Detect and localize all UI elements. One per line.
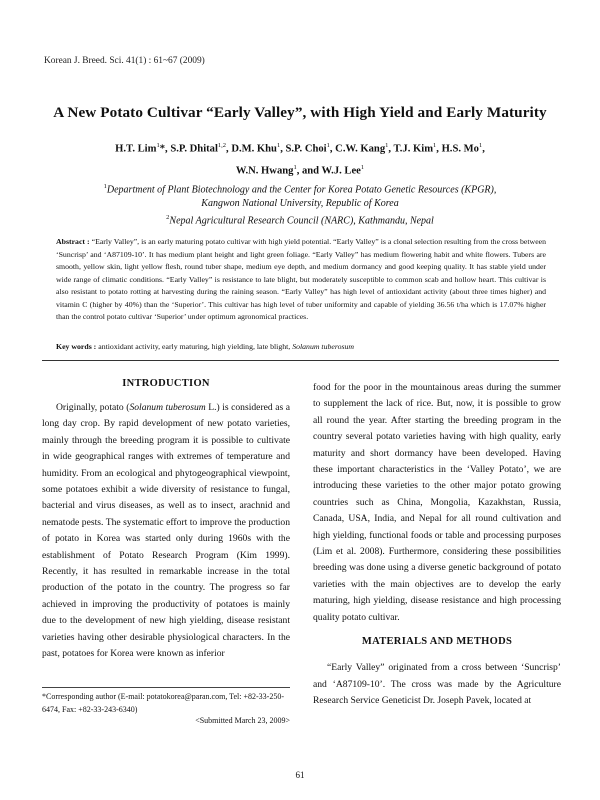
affiliation-1 — [40, 180, 560, 197]
authors-and: and — [301, 165, 320, 177]
author-affil-mark: 1 — [293, 163, 297, 171]
keywords — [56, 341, 546, 353]
author-line-1: H.T. Lim$^1$*, S.P. Dhital$^{1,2}$, D.M. Khu$^1$, S.P. Choi$^1$, C.W. Kang$^1$, T.J. Kim$^1$, H.S. Mo$^1$, — [115, 142, 485, 155]
keywords-label: Key words : — [56, 342, 97, 351]
author-affil-mark: 1 — [326, 142, 330, 149]
abstract-text: “Early Valley”, is an early maturing potato cultivar with high yield potential. “Early Valley” is a clonal selection resulting from the cross between ‘Suncrisp’ and ‘A87109-10’. It has medium plant height and light green foliage. “Early Valley” has medium flowering habit and white flowers. Tubers are smooth, yellow skin, light yellow flesh, round tuber shape, medium eye depth, and medium dormancy and good keeping quality. It has stable yield under wide range of climatic conditions. “Early Valley” is resistance to late blight, but moderately susceptible to common scab and hollow heart. This cultivar is also resistant to potato rotting at harvesting during the raining season. “Early Valley” has high level of antioxidant activity (about three times higher) and vitamin C (higher by 40%) than the ‘Superior’. This cultivar has high level of tuber uniformity and capable of yielding 36.56 t/ha which is 17.07% higher than the control potato cultivar ‘Superior’ under optimum agronomical practices. — [56, 237, 547, 321]
author-list — [60, 137, 540, 180]
author: W.N. Hwang — [235, 165, 294, 177]
author-affil-mark: 1 — [385, 142, 389, 149]
paper-title: A New Potato Cultivar “Early Valley”, with High Yield and Early Maturity — [53, 104, 547, 121]
author-line-2: W.N. Hwang$^1$, and W.J. Lee$^1$ — [235, 163, 365, 177]
author-affil-mark: 1 — [433, 142, 437, 149]
affiliation-2-line-1: Nepal Agricultural Research Council (NARC), Kathmandu, Nepal — [169, 215, 434, 227]
author: W.J. Lee — [321, 165, 361, 177]
author: C.W. Kang — [335, 143, 386, 155]
author: T.J. Kim — [393, 143, 434, 155]
affiliation-mark: 2 — [166, 214, 170, 222]
affiliation-1-line-1: Department of Plant Biotechnology and the Center for Korea Potato Genetic Resources (KPGR), — [106, 184, 497, 196]
keywords-italic: Solanum tuberosum — [292, 342, 355, 351]
keywords-text: antioxidant activity, early maturing, high yielding, late blight, — [98, 342, 291, 351]
materials-methods-paragraph: “Early Valley” originated from a cross between ‘Suncrisp’ and ‘A87109-10’. The cross was made by the Agriculture Research Service Geneticist Dr. Joseph Pavek, located at — [313, 662, 561, 706]
corresponding-author-footnote: *Corresponding author (E-mail: potatokorea@paran.com, Tel: +82-33-250-6474, Fax: +82-33-243-6340) — [42, 692, 284, 714]
abstract-label: Abstract : — [56, 237, 90, 246]
corresponding-mark: * — [159, 143, 166, 155]
intro-species-name: Solanum tuberosum — [129, 402, 206, 413]
materials-methods-heading: MATERIALS AND METHODS — [361, 636, 513, 648]
author: D.M. Khu — [231, 143, 277, 155]
author: S.P. Choi — [285, 143, 327, 155]
author-affil-mark: 1 — [276, 142, 281, 149]
left-column — [42, 378, 290, 663]
affiliation-2 — [40, 211, 560, 228]
affiliations — [40, 180, 560, 229]
abstract — [56, 236, 546, 324]
page-number: 61 — [295, 770, 305, 780]
affiliation-1-line-2: Kangwon National University, Republic of Korea — [201, 198, 399, 210]
intro-text-rest: L.) is considered as a long day crop. By rapid development of new potato varieties, mainly through the breeding program it is possible to cultivate in wide geographical ranges with extremes of temperature and humidity. From an ecological and phytogeographical viewpoint, some potatoes exhibit a wide diversity of resistance to fungal, bacterial and virus diseases, as well as to insect, arachnid and nematode pests. The systematic effort to improve the production of potato in Korea was started only during 1960s with the establishment of Potato Research Program (Kim 1999). Recently, it has resulted in remarkable increase in the total production of the potato in the country. The progress so far achieved in improving the productivity of potatoes is mainly due to the development of new high yielding, disease resistant varieties having other desirable physiological characters. In the past, potatoes for Korea were known as inferior — [42, 402, 290, 660]
section-divider — [42, 360, 559, 361]
author-affil-mark: 1 — [360, 163, 365, 171]
intro-text-start: Originally, potato ( — [56, 402, 130, 413]
author: H.S. Mo — [441, 143, 479, 155]
right-column — [313, 380, 561, 709]
author-affil-mark: 1,2 — [217, 142, 227, 149]
introduction-continued: food for the poor in the mountainous areas during the summer to supplement the lack of rice. But, now, it is possible to grow all round the year. After starting the breeding program in the country several potato varieties having with high quality, early maturity and short dormancy have been developed. Having these important characteristics in the ‘Valley Potato’, we are introducing these varieties to the other major potato growing countries such as China, Mongolia, Kazakhstan, Russia, Canada, USA, India, and Nepal for all round cultivation and high yielding, functional foods or table and processing purposes (Lim et al. 2008). Furthermore, considering these possibilities breeding was done using a diverse genetic background of potato varieties with the main objectives are to develop the early maturing, high yielding, disease resistance and high processing quality potato cultivar. — [313, 382, 561, 623]
author-affil-mark: 1 — [156, 142, 160, 149]
author: H.T. Lim — [115, 143, 157, 155]
footnote-divider — [42, 687, 290, 688]
introduction-paragraph — [42, 400, 290, 663]
submission-date: <Submitted March 23, 2009> — [195, 716, 290, 725]
author-affil-mark: 1 — [478, 142, 483, 149]
introduction-heading: INTRODUCTION — [122, 378, 210, 389]
author: S.P. Dhital — [170, 143, 218, 155]
affiliation-mark: 1 — [103, 183, 107, 190]
journal-reference: Korean J. Breed. Sci. 41(1) : 61~67 (2009) — [44, 56, 205, 66]
